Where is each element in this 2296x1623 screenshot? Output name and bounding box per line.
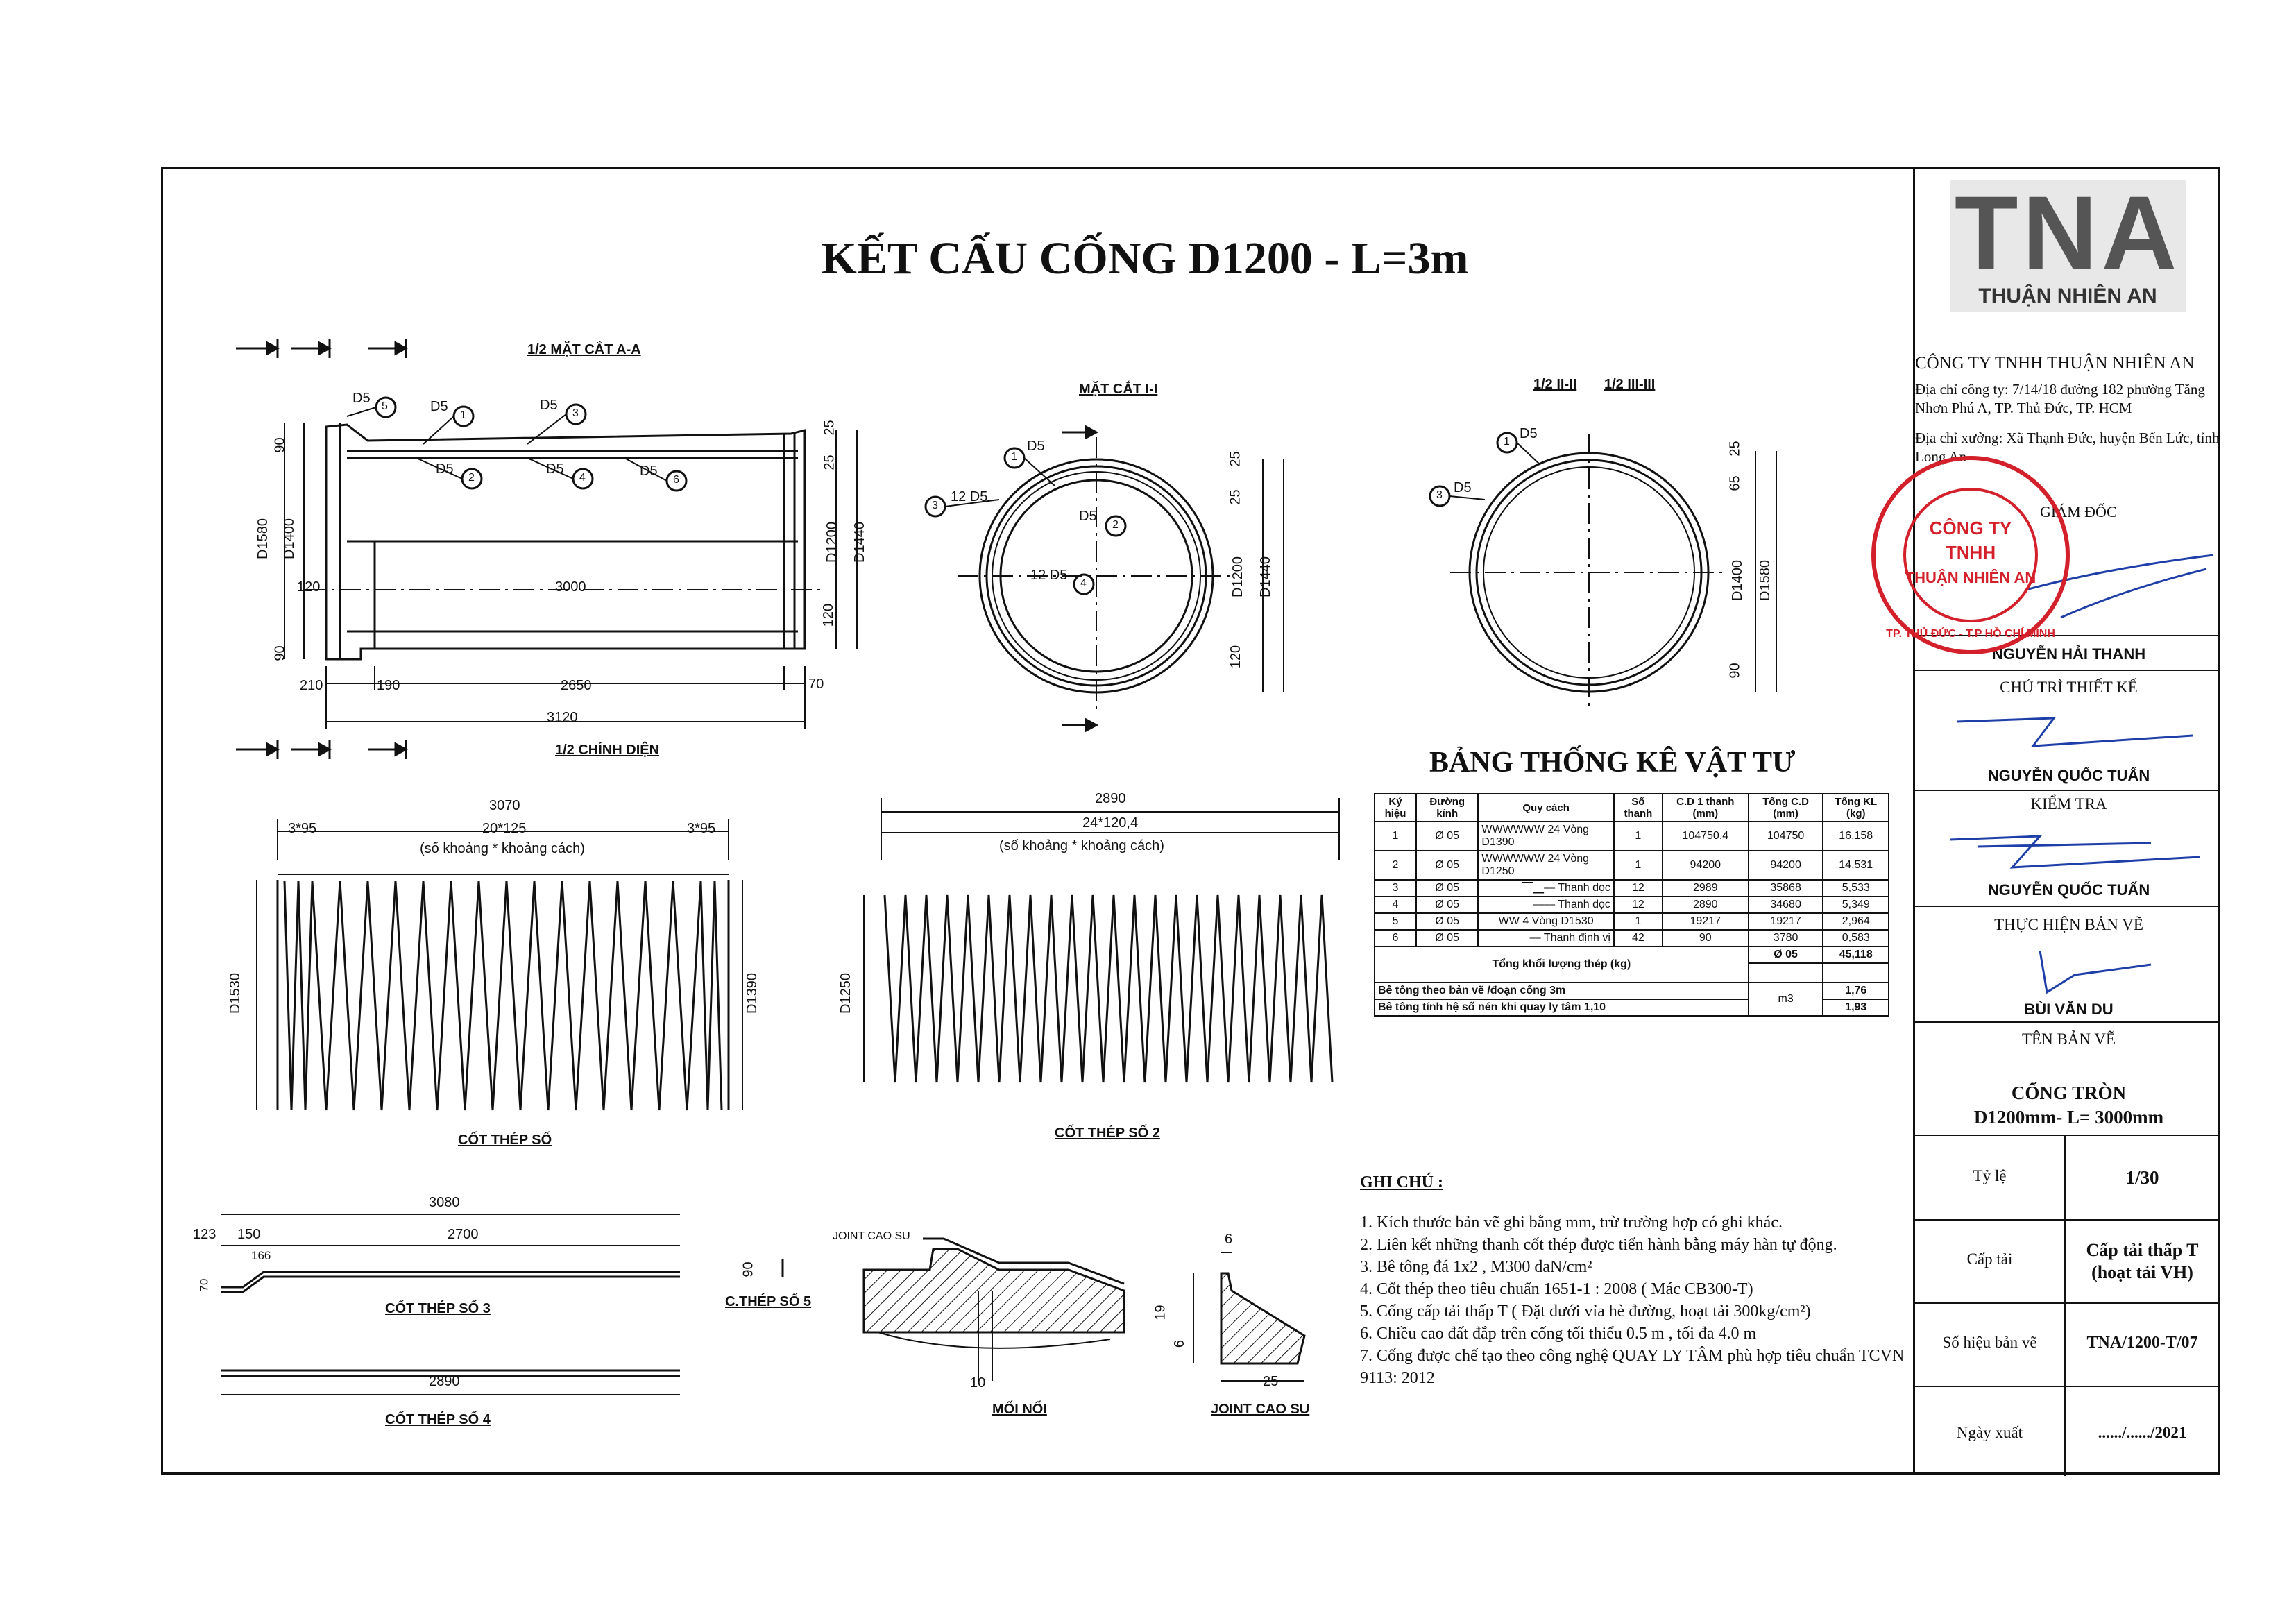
label-rebar-1: CỐT THÉP SỐ <box>458 1132 552 1148</box>
r2-mid: 24*120,4 <box>1082 815 1139 831</box>
drafter-signature <box>2019 937 2158 999</box>
note-item: 7. Cống được chế tạo theo công nghệ QUAY LY TÂM phù hợp tiêu chuẩn TCVN 9113: 2012 <box>1360 1347 1905 1387</box>
callout-d5-3: D5 <box>540 398 558 413</box>
cell: 19217 <box>1663 913 1749 930</box>
note-item: 1. Kích thước bản vẽ ghi bằng mm, trừ trường hợp có ghi khác. <box>1360 1214 1783 1232</box>
r1-d1390: D1390 <box>744 973 760 1014</box>
callout-d5-5: D5 <box>352 391 371 406</box>
load-value-2: (hoạt tải VH) <box>2091 1262 2193 1282</box>
cell: Ø 05 <box>1416 930 1478 946</box>
dim-120-left: 120 <box>297 579 321 595</box>
section-markers-bottom <box>236 740 406 759</box>
cell: 2890 <box>1663 897 1749 913</box>
stamp-line-4: TP. THỦ ĐỨC - T.P HỒ CHÍ MINH <box>1886 628 2055 640</box>
r1-d1530: D1530 <box>227 973 243 1014</box>
cell-spec: 4 Vòng D1530 <box>1522 915 1594 927</box>
r3-123: 123 <box>193 1227 216 1242</box>
drawing-title: KẾT CẤU CỐNG D1200 - L=3m <box>821 233 1469 284</box>
sec-ii-d5-3: D5 <box>1454 480 1472 495</box>
cell: 1 <box>1375 822 1416 851</box>
note-item: 2. Liên kết những thanh cốt thép được tiến hành bằng máy hàn tự động. <box>1360 1236 1837 1254</box>
stamp-line-3: THUẬN NHIÊN AN <box>1905 569 2036 586</box>
tb-divider <box>1915 1219 2220 1221</box>
callout-d5-2: D5 <box>436 461 454 477</box>
sec-i-num-2: 2 <box>1112 519 1119 531</box>
cell <box>1478 913 1614 930</box>
dim-d1200-right: D1200 <box>824 522 840 563</box>
r1-right: 3*95 <box>687 821 716 836</box>
r5-90: 90 <box>740 1261 756 1277</box>
sec-ii-25: 25 <box>1727 441 1743 457</box>
info-grid <box>1915 1135 2220 1476</box>
sec-ii-d5-1: D5 <box>1520 426 1538 441</box>
dim-70: 70 <box>808 677 824 692</box>
sec-i-num-4: 4 <box>1080 577 1087 589</box>
cell-spec: 24 Vòng D1250 <box>1481 853 1590 877</box>
cell-spec: Thanh định vị <box>1543 932 1610 944</box>
tb-divider <box>1915 1021 2220 1023</box>
company-stamp <box>1866 451 2075 659</box>
cell <box>1478 851 1614 880</box>
dim-3000: 3000 <box>555 579 586 595</box>
cell: 16,158 <box>1823 822 1889 851</box>
table-row <box>1375 897 1889 913</box>
tb-divider <box>1915 1302 2220 1304</box>
director-name: NGUYỄN HẢI THANH <box>1991 645 2146 663</box>
section-ii-iii-circle <box>1430 433 1776 711</box>
company-address-2: Địa chỉ xưởng: Xã Thạnh Đức, huyện Bến Lức, tỉnh Long An <box>1915 430 2220 465</box>
rubber-6-top: 6 <box>1225 1232 1233 1247</box>
cell: 1 <box>1614 822 1663 851</box>
r3-166: 166 <box>251 1249 271 1262</box>
drawing-name-2: D1200mm- L= 3000mm <box>1973 1107 2164 1128</box>
r3-total: 3080 <box>429 1195 460 1210</box>
stamp-line-2: TNHH <box>1945 542 1996 563</box>
note-item: 4. Cốt thép theo tiêu chuẩn 1651-1 : 2008 ( Mác CB300-T) <box>1360 1280 1753 1298</box>
company-logo <box>1950 174 2186 312</box>
callout-d5-4: D5 <box>546 461 564 477</box>
cell: Ø 05 <box>1416 822 1478 851</box>
sec-i-12d5: 12 D5 <box>951 489 988 504</box>
r1-mid: 20*125 <box>482 821 527 836</box>
scale-value: 1/30 <box>2125 1167 2159 1188</box>
label-rebar-3: CỐT THÉP SỐ 3 <box>385 1301 491 1316</box>
th-count: Số thanh <box>1614 794 1663 822</box>
cell: Ø 05 <box>1416 897 1478 913</box>
sec-i-d1200: D1200 <box>1230 556 1245 597</box>
concrete-unit: m3 <box>1749 983 1823 1016</box>
cell: 5 <box>1375 913 1416 930</box>
total-label: Tổng khối lượng thép (kg) <box>1375 946 1749 983</box>
cell-spec: Thanh dọc <box>1558 882 1610 894</box>
dim-210: 210 <box>300 678 323 693</box>
callout-num-3: 3 <box>572 407 579 419</box>
th-symbol: Ký hiệu <box>1375 794 1416 822</box>
stamp-line-1: CÔNG TY <box>1929 518 2012 538</box>
logo-subtitle: THUẬN NHIÊN AN <box>1978 284 2157 307</box>
table-row <box>1375 930 1889 946</box>
cell: 3780 <box>1749 930 1823 946</box>
dim-120-right: 120 <box>821 603 837 627</box>
straight-bar-icon: ⎯⎯⎯⎯ <box>1533 899 1556 910</box>
concrete1-value: 1,76 <box>1823 983 1889 999</box>
drawing-name-label: TÊN BẢN VẼ <box>2021 1030 2116 1048</box>
cell: 14,531 <box>1823 851 1889 880</box>
table-title: BẢNG THỐNG KÊ VẬT TƯ <box>1429 747 1796 779</box>
checker-label: KIỂM TRA <box>2030 795 2107 813</box>
r1-total: 3070 <box>489 798 520 813</box>
total-value: 45,118 <box>1823 946 1889 963</box>
checker-signature <box>1943 819 2206 874</box>
sec-i-d5-1: D5 <box>1027 439 1045 454</box>
cell: 6 <box>1375 930 1416 946</box>
concrete-row-1 <box>1375 983 1889 999</box>
chief-designer-name: NGUYỄN QUỐC TUẤN <box>1987 767 2150 784</box>
cell <box>1478 880 1614 897</box>
cell: 2989 <box>1663 880 1749 897</box>
cell: 94200 <box>1663 851 1749 880</box>
note-item: 6. Chiều cao đất đắp trên cống tối thiểu 0.5 m , tối đa 4.0 m <box>1360 1325 1757 1343</box>
cell: 12 <box>1614 897 1663 913</box>
r4-total: 2890 <box>429 1374 460 1389</box>
label-half-section-aa: 1/2 MẶT CẮT A-A <box>527 342 641 357</box>
company-address-1: Địa chỉ công ty: 7/14/18 đường 182 phường Tăng Nhơn Phú A, TP. Thủ Đức, TP. HCM <box>1915 381 2205 416</box>
section-markers-top <box>236 339 406 358</box>
th-length-total: Tổng C.D (mm) <box>1749 794 1823 822</box>
r2-note: (số khoảng * khoảng cách) <box>999 838 1164 853</box>
sec-i-12d5-b: 12 D5 <box>1030 568 1068 583</box>
tb-divider <box>1915 906 2220 907</box>
sec-i-d1440: D1440 <box>1257 556 1273 597</box>
sec-ii-d1400: D1400 <box>1729 560 1745 601</box>
dim-d1580: D1580 <box>255 518 271 559</box>
sec-i-num-3: 3 <box>932 500 938 511</box>
tb-divider <box>1915 670 2220 671</box>
bent-bar-icon: ⎺⎽⎯⎯ <box>1522 882 1556 894</box>
cell: Ø 05 <box>1416 913 1478 930</box>
sec-ii-d1580: D1580 <box>1757 560 1773 601</box>
cell: 104750,4 <box>1663 822 1749 851</box>
concrete1-label: Bê tông theo bản vẽ /đoạn cống 3m <box>1375 983 1749 999</box>
total-dia: Ø 05 <box>1749 946 1823 963</box>
concrete2-value: 1,93 <box>1823 999 1889 1016</box>
callout-d5-6: D5 <box>640 464 658 479</box>
cell: Ø 05 <box>1416 880 1478 897</box>
r3-150: 150 <box>237 1227 261 1242</box>
label-section-ii: 1/2 II-II <box>1533 377 1577 392</box>
note-item: 5. Cống cấp tải thấp T ( Đặt dưới vỉa hè đường, hoạt tải 300kg/cm²) <box>1360 1302 1811 1320</box>
table-row <box>1375 880 1889 897</box>
cell: 19217 <box>1749 913 1823 930</box>
issue-date-value: ....../....../2021 <box>2098 1424 2187 1441</box>
chief-designer-label: CHỦ TRÌ THIẾT KẾ <box>2000 679 2138 696</box>
callout-num-2: 2 <box>468 472 475 484</box>
sec-i-d5-2: D5 <box>1079 509 1097 524</box>
checker-name: NGUYỄN QUỐC TUẤN <box>1987 881 2150 899</box>
title-block <box>1913 167 2220 1475</box>
rubber-joint-detail <box>1193 1252 1304 1381</box>
dim-90-top: 90 <box>272 437 288 453</box>
cell <box>1478 822 1614 851</box>
th-diameter: Đường kính <box>1416 794 1478 822</box>
cell <box>1478 930 1614 946</box>
label-rebar-4: CỐT THÉP SỐ 4 <box>385 1412 491 1427</box>
scale-label: Tỷ lệ <box>1973 1167 2007 1184</box>
sec-i-25b: 25 <box>1227 489 1243 505</box>
coil-icon: WWWWWW <box>1481 853 1545 865</box>
label-joint-rubber-callout: JOINT CAO SU <box>833 1230 910 1242</box>
th-length-one: C.D 1 thanh (mm) <box>1663 794 1749 822</box>
drafter-label: THỰC HIỆN BẢN VẼ <box>1994 916 2143 933</box>
material-table <box>1374 793 1889 1017</box>
r1-left: 3*95 <box>288 821 317 836</box>
label-rebar-2: CỐT THÉP SỐ 2 <box>1055 1125 1160 1141</box>
label-rebar-5: C.THÉP SỐ 5 <box>725 1294 812 1309</box>
table-row <box>1375 851 1889 880</box>
company-name: CÔNG TY TNHH THUẬN NHIÊN AN <box>1915 354 2195 373</box>
sec-ii-65: 65 <box>1727 475 1743 491</box>
tb-divider <box>1915 790 2220 791</box>
cell: 2 <box>1375 851 1416 880</box>
cell <box>1478 897 1614 913</box>
table-row <box>1375 822 1889 851</box>
sec-ii-num-3: 3 <box>1436 489 1443 501</box>
dim-3120: 3120 <box>547 710 578 725</box>
callout-num-4: 4 <box>579 472 586 484</box>
rubber-25: 25 <box>1263 1374 1279 1389</box>
table-header-row <box>1375 794 1889 822</box>
sec-ii-num-1: 1 <box>1504 436 1510 448</box>
logo-text: TNA <box>1954 174 2182 291</box>
cell: 5,349 <box>1823 897 1889 913</box>
sec-i-25a: 25 <box>1227 451 1243 467</box>
label-joint: MỐI NỐI <box>992 1402 1047 1417</box>
tb-divider <box>1915 1386 2220 1387</box>
cell: 5,533 <box>1823 880 1889 897</box>
cell: 12 <box>1614 880 1663 897</box>
cell: 1 <box>1614 913 1663 930</box>
sec-ii-90: 90 <box>1727 663 1743 679</box>
concrete2-label: Bê tông tính hệ số nén khi quay ly tâm 1,10 <box>1375 999 1749 1016</box>
label-section-iii: 1/2 III-III <box>1604 377 1656 392</box>
callout-num-1: 1 <box>460 409 466 421</box>
r3-70: 70 <box>197 1278 211 1292</box>
joint-10: 10 <box>970 1375 986 1391</box>
cell: Ø 05 <box>1416 851 1478 880</box>
note-item: 3. Bê tông đá 1x2 , M300 daN/cm² <box>1360 1258 1592 1276</box>
notes-heading: GHI CHÚ : <box>1360 1173 1443 1191</box>
cell: 2,964 <box>1823 913 1889 930</box>
table-row <box>1375 913 1889 930</box>
coil-small-icon: WW <box>1498 915 1520 927</box>
r3-2700: 2700 <box>448 1227 479 1242</box>
cell: 1 <box>1614 851 1663 880</box>
label-rubber-joint: JOINT CAO SU <box>1211 1402 1310 1417</box>
cell-spec: 24 Vòng D1390 <box>1481 824 1590 848</box>
dim-d1440-right: D1440 <box>851 522 867 563</box>
load-value-1: Cấp tải thấp T <box>2086 1240 2199 1260</box>
dim-25-right-b: 25 <box>822 454 837 470</box>
cell: 104750 <box>1749 822 1823 851</box>
short-bar-icon: ⎯⎯ <box>1529 932 1541 944</box>
dim-2650: 2650 <box>561 678 592 693</box>
sec-i-num-1: 1 <box>1011 451 1017 463</box>
drafter-name: BÙI VĂN DU <box>2024 1001 2114 1018</box>
director-label: GIÁM ĐỐC <box>2040 503 2117 520</box>
drawing-no-label: Số hiệu bản vẽ <box>1942 1334 2037 1351</box>
dim-90-bottom: 90 <box>272 645 288 661</box>
cell: 4 <box>1375 897 1416 913</box>
label-half-front: 1/2 CHÍNH DIỆN <box>555 742 660 758</box>
drawing-no-value: TNA/1200-T/07 <box>2086 1334 2198 1352</box>
table-total-row <box>1375 946 1889 963</box>
r2-d1250: D1250 <box>837 973 853 1014</box>
notes-block <box>1360 1171 1915 1389</box>
drawing-name-1: CỐNG TRÒN <box>2011 1082 2127 1103</box>
cell: 42 <box>1614 930 1663 946</box>
dim-d1400: D1400 <box>281 518 297 559</box>
issue-date-label: Ngày xuất <box>1956 1424 2023 1441</box>
cell-spec: Thanh dọc <box>1558 899 1610 910</box>
dim-190: 190 <box>377 678 400 693</box>
coil-icon: WWWWWW <box>1481 824 1545 835</box>
joint-detail <box>864 1239 1124 1381</box>
dim-25-right-a: 25 <box>822 420 837 436</box>
cell: 3 <box>1375 880 1416 897</box>
label-section-i: MẶT CẮT I-I <box>1079 382 1158 397</box>
callout-num-6: 6 <box>673 474 679 486</box>
sec-i-120: 120 <box>1228 645 1244 669</box>
cell: 0,583 <box>1823 930 1889 946</box>
cell: 35868 <box>1749 880 1823 897</box>
r2-total: 2890 <box>1095 791 1126 806</box>
rebar-1-zigzag <box>257 819 742 1110</box>
cell: 94200 <box>1749 851 1823 880</box>
callout-d5-1: D5 <box>430 399 448 414</box>
th-weight: Tổng KL (kg) <box>1823 794 1889 822</box>
load-label: Cấp tải <box>1966 1250 2013 1268</box>
r1-note: (số khoảng * khoảng cách) <box>420 841 585 856</box>
rubber-19: 19 <box>1153 1305 1168 1320</box>
cell: 90 <box>1663 930 1749 946</box>
cell: 34680 <box>1749 897 1823 913</box>
rubber-6-side: 6 <box>1172 1339 1188 1348</box>
rebar-3-bar <box>221 1214 680 1292</box>
callout-num-5: 5 <box>382 400 388 412</box>
th-spec: Quy cách <box>1478 794 1614 822</box>
chief-designer-signature <box>1943 701 2206 756</box>
